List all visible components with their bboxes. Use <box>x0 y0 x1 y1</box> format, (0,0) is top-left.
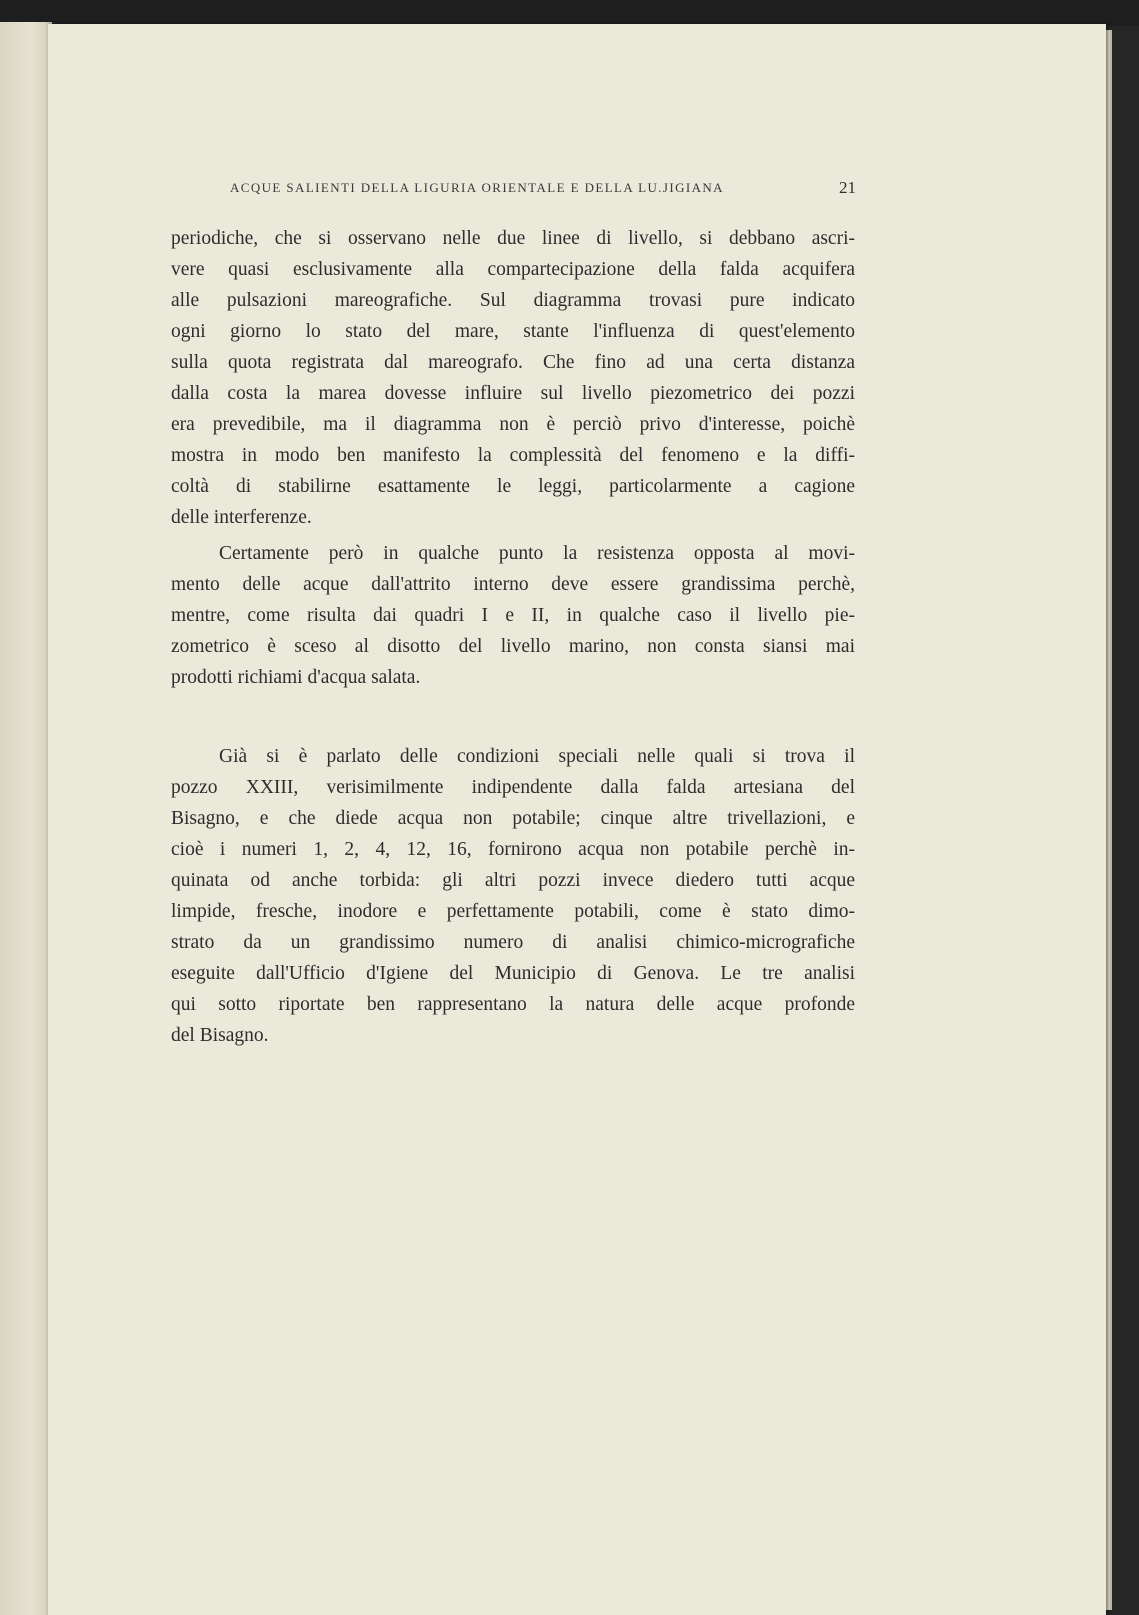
text-line: alle pulsazioni mareografiche. Sul diagramma trovasi pure indicato <box>171 290 855 311</box>
running-header: ACQUE SALIENTI DELLA LIGURIA ORIENTALE E DELLA LU.JIGIANA <box>230 180 724 195</box>
text-line: Bisagno, e che diede acqua non potabile; cinque altre trivellazioni, e <box>171 808 855 829</box>
text-line: quinata od anche torbida: gli altri pozzi invece diedero tutti acque <box>171 870 855 891</box>
text-line: zometrico è sceso al disotto del livello marino, non consta siansi mai <box>171 636 855 657</box>
text-line: mentre, come risulta dai quadri I e II, in qualche caso il livello pie- <box>171 605 855 626</box>
text-line: coltà di stabilirne esattamente le leggi, particolarmente a cagione <box>171 476 855 497</box>
text-line: pozzo XXIII, verisimilmente indipendente dalla falda artesiana del <box>171 777 855 798</box>
scan-top-edge <box>0 0 1139 26</box>
text-line: vere quasi esclusivamente alla compartecipazione della falda acquifera <box>171 259 855 280</box>
text-line: sulla quota registrata dal mareografo. Che fino ad una certa distanza <box>171 352 855 373</box>
text-line: limpide, fresche, inodore e perfettamente potabili, come è stato dimo- <box>171 901 855 922</box>
text-line: qui sotto riportate ben rappresentano la natura delle acque profonde <box>171 994 855 1015</box>
text-line: dalla costa la marea dovesse influire sul livello piezometrico dei pozzi <box>171 383 855 404</box>
text-line: era prevedibile, ma il diagramma non è perciò privo d'interesse, poichè <box>171 414 855 435</box>
text-line: mento delle acque dall'attrito interno deve essere grandissima perchè, <box>171 574 855 595</box>
page-number: 21 <box>839 178 856 197</box>
paragraph-1 <box>171 223 855 533</box>
text-line: Già si è parlato delle condizioni speciali nelle quali si trova il <box>219 746 855 767</box>
text-line: eseguite dall'Ufficio d'Igiene del Municipio di Genova. Le tre analisi <box>171 963 855 984</box>
text-line: periodiche, che si osservano nelle due linee di livello, si debbano ascri- <box>171 228 855 249</box>
text-line: delle interferenze. <box>171 507 312 528</box>
text-line: strato da un grandissimo numero di analisi chimico-micrografiche <box>171 932 855 953</box>
paragraph-3 <box>171 741 855 1051</box>
text-line: Certamente però in qualche punto la resistenza opposta al movi- <box>219 543 855 564</box>
text-line: mostra in modo ben manifesto la complessità del fenomeno e la diffi- <box>171 445 855 466</box>
text-line: del Bisagno. <box>171 1025 269 1046</box>
text-line: ogni giorno lo stato del mare, stante l'influenza di quest'elemento <box>171 321 855 342</box>
text-line: cioè i numeri 1, 2, 4, 12, 16, fornirono acqua non potabile perchè in- <box>171 839 855 860</box>
text-line: prodotti richiami d'acqua salata. <box>171 667 421 688</box>
paragraph-2 <box>171 538 855 693</box>
